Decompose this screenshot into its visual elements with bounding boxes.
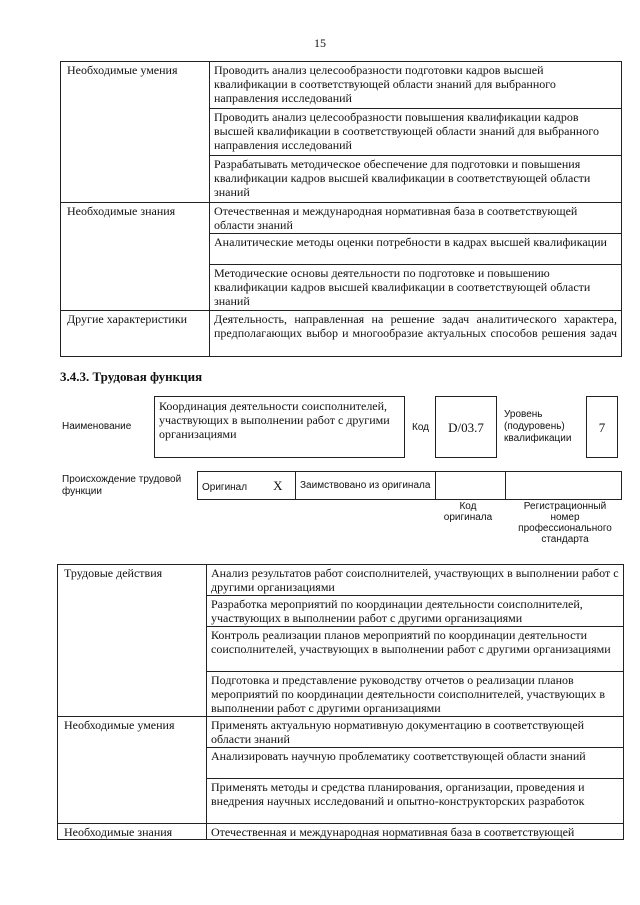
table-cell: Отечественная и международная нормативная база в соответствующей — [207, 824, 624, 840]
table-row — [61, 62, 622, 109]
table-cell: Проводить анализ целесообразности повышения квалификации кадров высшей квалификации в соответствующей области знаний для выбранного направления исследований — [210, 109, 622, 156]
code-original-caption: Код оригинала — [443, 501, 493, 523]
origin-code-cell — [436, 472, 506, 500]
table-cell: Анализ результатов работ соисполнителей, участвующих в выполнении работ с другими организациями — [207, 565, 624, 596]
level-label: Уровень (подуровень) квалификации — [504, 409, 572, 444]
origin-reg-cell — [506, 472, 622, 500]
table-row — [58, 717, 624, 748]
table-row — [61, 203, 622, 234]
table-cell: Разработка мероприятий по координации деятельности соисполнителей, участвующих в выполнении работ с другими организациями — [207, 596, 624, 627]
table-cell: Применять актуальную нормативную документацию в соответствующей области знаний — [207, 717, 624, 748]
page-number: 15 — [314, 36, 326, 50]
borrowed-label: Заимствовано из оригинала — [296, 472, 436, 500]
table-cell: Подготовка и представление руководству отчетов о реализации планов мероприятий по координации деятельности соисполнителей, участвующих в выполнении работ с другими организациями — [207, 672, 624, 717]
table-cell: Применять методы и средства планирования, организации, проведения и внедрения научных исследований и опытно-конструкторских разработок — [207, 779, 624, 824]
row-label-skills: Необходимые умения — [58, 717, 207, 824]
table-cell: Разрабатывать методическое обеспечение для подготовки и повышения квалификации кадров высшей квалификации в соответствующей области знаний — [210, 156, 622, 203]
requirements-table-top — [60, 61, 622, 357]
table-row — [61, 311, 622, 357]
origin-original-cell — [198, 472, 296, 500]
section-title: 3.4.3. Трудовая функция — [60, 369, 203, 384]
row-label-other: Другие характеристики — [61, 311, 210, 357]
table-row — [198, 472, 622, 500]
name-label: Наименование — [62, 421, 132, 432]
origin-label: Происхождение трудовой функции — [62, 474, 182, 497]
requirements-table-bottom — [57, 564, 624, 840]
table-cell: Отечественная и международная нормативная база в соответствующей области знаний — [210, 203, 622, 234]
row-label-skills: Необходимые умения — [61, 62, 210, 203]
table-cell: Контроль реализации планов мероприятий по координации деятельности соисполнителей, участвующих в выполнении работ с другими организациями — [207, 627, 624, 672]
table-cell: Деятельность, направленная на решение задач аналитического характера, предполагающих выбор и многообразие актуальных способов решения задач — [210, 311, 622, 357]
code-value-box: D/03.7 — [435, 396, 497, 458]
reg-number-caption: Регистрационный номер профессионального стандарта — [518, 501, 612, 545]
level-value-box: 7 — [586, 396, 618, 458]
original-mark: X — [273, 477, 283, 493]
table-cell: Анализировать научную проблематику соответствующей области знаний — [207, 748, 624, 779]
row-label-knowledge: Необходимые знания — [58, 824, 207, 840]
row-label-knowledge: Необходимые знания — [61, 203, 210, 311]
table-cell: Методические основы деятельности по подготовке и повышению квалификации кадров высшей квалификации в соответствующей области знаний — [210, 265, 622, 311]
code-label: Код — [412, 422, 430, 433]
origin-table — [197, 471, 622, 500]
original-label: Оригинал — [202, 481, 248, 493]
table-cell: Проводить анализ целесообразности подготовки кадров высшей квалификации в соответствующей области знаний для выбранного направления исследований — [210, 62, 622, 109]
table-cell: Аналитические методы оценки потребности в кадрах высшей квалификации — [210, 234, 622, 265]
table-row — [58, 824, 624, 840]
row-label-actions: Трудовые действия — [58, 565, 207, 717]
function-name-box: Координация деятельности соисполнителей, участвующих в выполнении работ с другими организациями — [154, 396, 405, 458]
table-row — [58, 565, 624, 596]
